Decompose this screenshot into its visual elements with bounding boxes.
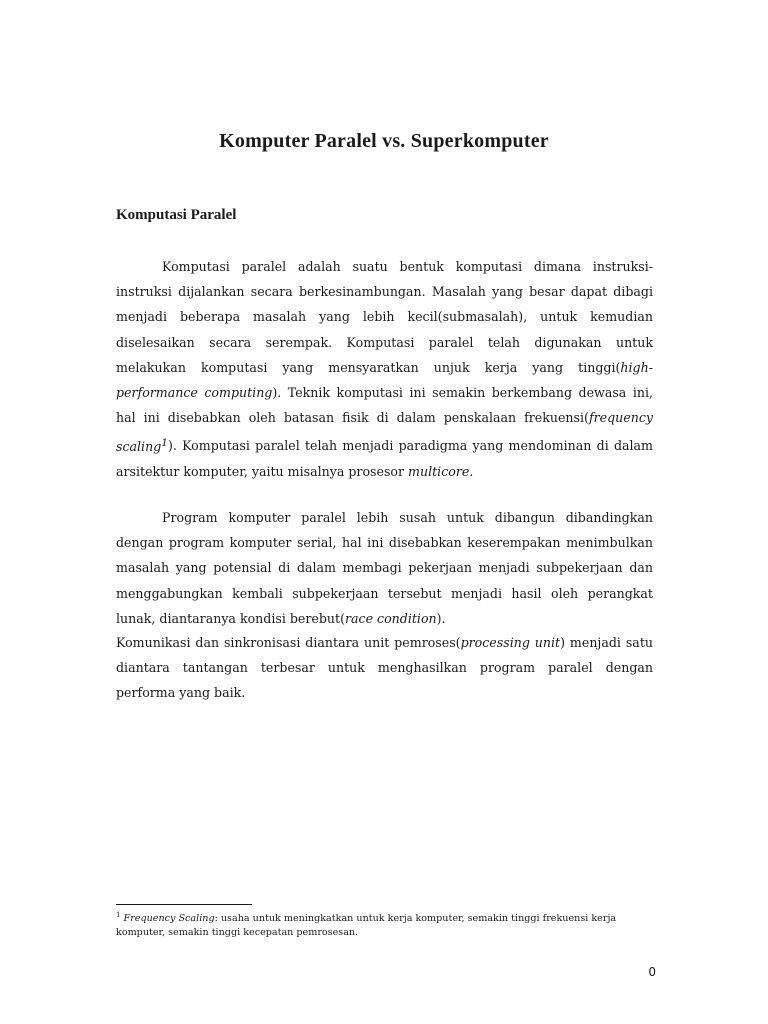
paragraph-1-term-hpc: high-performance computing: [116, 359, 653, 401]
footnote-number: 1: [116, 911, 121, 919]
paragraph-1-text-1: Komputasi paralel adalah suatu bentuk komputasi dimana instruksi-instruksi dijalankan secara berkesinambungan. Masalah yang besar dapat dibagi menjadi beberapa masalah yang lebih kecil(submasalah), untuk kemudian diselesaikan secara serempak. Komputasi paralel telah digunakan untuk melakukan komputasi yang mensyaratkan unjuk kerja yang tinggi(: [116, 259, 653, 375]
paragraph-3-text-1: Komunikasi dan sinkronisasi diantara unit pemroses(: [116, 635, 461, 650]
footnote-reference: 1: [161, 436, 168, 449]
footnote: [116, 908, 653, 940]
paragraph-2-text-2: ).: [436, 610, 446, 626]
paragraph-3: [116, 630, 653, 706]
document-title: Komputer Paralel vs. Superkomputer: [219, 130, 549, 152]
page-number: 0: [648, 965, 656, 979]
section-heading: Komputasi Paralel: [116, 207, 237, 223]
paragraph-1-text-2: ). Teknik komputasi ini semakin berkembang dewasa ini, hal ini disebabkan oleh batasan fisik di dalam penskalaan frekuensi(: [116, 385, 653, 426]
paragraph-2: [116, 505, 653, 631]
paragraph-1-text-4: .: [469, 463, 474, 479]
paragraph-3-text-2: ) menjadi satu diantara tantangan terbesar untuk menghasilkan program paralel dengan performa yang baik.: [116, 635, 653, 701]
footnote-text: : usaha untuk meningkatkan untuk kerja komputer, semakin tinggi frekuensi kerja komputer, semakin tinggi kecepatan pemrosesan.: [116, 913, 617, 939]
footnote-term: Frequency Scaling: [123, 913, 215, 925]
paragraph-3-term-processing-unit: processing unit: [460, 635, 561, 650]
paragraph-2-text-1: Program komputer paralel lebih susah untuk dibangun dibandingkan dengan program komputer serial, hal ini disebabkan keserempakan menimbulkan masalah yang potensial di dalam membagi pekerjaan menjadi subpekerjaan dan menggabungkan kembali subpekerjaan tersebut menjadi hasil oleh perangkat lunak, diantaranya kondisi berebut(: [116, 510, 653, 626]
paragraph-1-term-multicore: multicore: [408, 463, 470, 479]
footnote-divider: [116, 904, 252, 905]
paragraph-1-term-frequency-scaling: frequency scaling$^1$: [116, 410, 653, 454]
paragraph-1: [116, 254, 653, 484]
paragraph-2-term-race-condition: race condition: [344, 610, 437, 626]
paragraph-1-text-3: ). Komputasi paralel telah menjadi paradigma yang mendominan di dalam arsitektur komputer, yaitu misalnya prosesor: [116, 438, 653, 479]
